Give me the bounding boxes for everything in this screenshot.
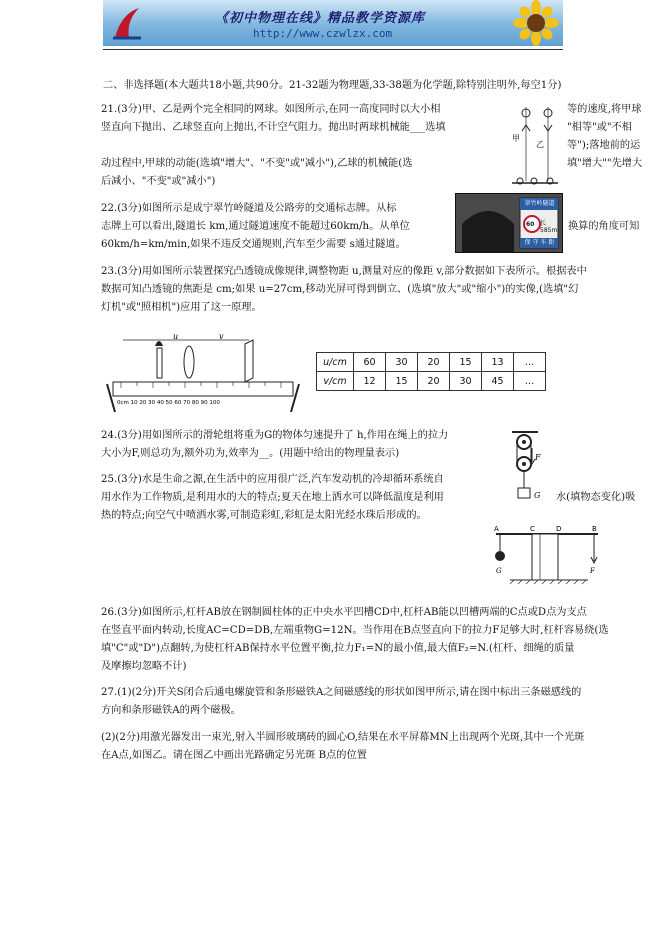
table-cell: 20	[418, 372, 450, 391]
q21-right-3: 等");落地前的运	[567, 140, 641, 151]
table-cell: 12	[354, 372, 386, 391]
table-cell: 60	[354, 353, 386, 372]
q21-right-4: 填"增大""先增大	[567, 158, 643, 169]
q23-line-2: 数据可知凸透镜的焦距是 cm;如果 u=27cm,移动光屏可得到倒立、(选填"放大"或"缩小")的实像,(选填"幻	[101, 284, 579, 295]
lever-label-f: F	[590, 567, 595, 575]
q22-tunnel-photo	[455, 193, 563, 253]
table-cell: 45	[482, 372, 514, 391]
sign-speed-limit: 60	[526, 221, 535, 228]
banner-url: http://www.czwlzx.com	[253, 27, 393, 40]
q26-line-4: 及摩擦均忽略不计)	[101, 661, 187, 672]
table-cell: 30	[386, 353, 418, 372]
lever-label-b: B	[592, 525, 597, 533]
q23-line-3: 灯机"或"照相机")应用了这一原理。	[101, 302, 262, 313]
q21-right-2: "相等"或"不相	[567, 122, 632, 133]
section-header: 二、非选择题(本大题共18小题,共90分。21-32题为物理题,33-38题为化学题,除特别注明外,每空1分)	[103, 80, 562, 91]
q24-line-2: 大小为F,则总功为,额外功为,效率为__。(用题中给出的物理量表示)	[101, 448, 400, 459]
bench-label-u: u	[173, 334, 179, 341]
q21-line-2: 竖直向下抛出、乙球竖直向上抛出,不计空气阻力。抛出时两球机械能___选填	[101, 122, 446, 133]
table-row	[317, 353, 546, 372]
lever-label-a: A	[494, 525, 499, 533]
q21-line-1: 21.(3分)甲、乙是两个完全相同的网球。如图所示,在同一高度同时以大小相	[101, 104, 441, 115]
sign-length: 长585m	[540, 220, 558, 234]
pulley-label-f: F	[535, 453, 541, 462]
q25-line-1: 25.(3分)水是生命之源,在生活中的应用很广泛,汽车发动机的冷却循环系统自	[101, 474, 444, 485]
table-cell: 20	[418, 353, 450, 372]
bench-scale: 0cm 10 20 30 40 50 60 70 80 90 100	[117, 400, 220, 406]
q22-line-1: 22.(3分)如图所示是成宁翠竹岭隧道及公路旁的交通标志牌。从标	[101, 203, 397, 214]
q27-line-1: 27.(1)(2分)开关S闭合后通电螺旋管和条形磁铁A之间磁感线的形状如图甲所示,请在图中标出三条磁感线的	[101, 687, 582, 698]
q26-line-2: 在竖直平面内转动,长度AC=CD=DB,左端重物G=12N。当作用在B点竖直向下的拉力F足够大时,杠杆容易绕(选	[101, 625, 609, 636]
q27-line-2: 方向和条形磁铁A的两个磁极。	[101, 705, 241, 716]
banner-title: 《初中物理在线》精品教学资源库	[215, 11, 426, 26]
q27b-line-2: 在A点,如图乙。请在图乙中画出光路确定另光斑 B点的位置	[101, 750, 367, 761]
q21-line-3: 动过程中,甲球的动能(选填"增大"、"不变"或"减小"),乙球的机械能(选	[101, 158, 413, 169]
q26-line-1: 26.(3分)如图所示,杠杆AB放在钢制圆柱体的正中央水平凹槽CD中,杠杆AB能以凹槽两端的C点或D点为支点	[101, 607, 587, 618]
q23-line-1: 23.(3分)用如图所示装置探究凸透镜成像规律,调整物距 u,测量对应的像距 v,部分数据如下表所示。根据表中	[101, 266, 587, 277]
q24-pulley-figure	[508, 430, 548, 502]
q25-line-3: 热的特点;向空气中喷洒水雾,可制造彩虹,彩虹是太阳光经水珠后形成的。	[101, 510, 427, 521]
lever-label-g: G	[496, 567, 502, 575]
table-cell: …	[514, 372, 546, 391]
table-cell: 13	[482, 353, 514, 372]
q22-right-text: 换算的角度可知	[568, 221, 640, 232]
header-banner	[103, 0, 563, 46]
q23-optical-bench	[101, 334, 306, 414]
q24-line-1: 24.(3分)用如图所示的滑轮组将重为G的物体匀速提升了 h,作用在绳上的拉力	[101, 430, 449, 441]
q22-line-3: 60km/h=km/min,如果不违反交通规则,汽车至少需要 s通过隧道。	[101, 239, 406, 250]
table-row	[317, 372, 546, 391]
table-cell: …	[514, 353, 546, 372]
q22-line-2: 志牌上可以看出,隧道长 km,通过隧道速度不能超过60km/h。从单位	[101, 221, 410, 232]
table-cell: 15	[450, 353, 482, 372]
fig-label-jia: 甲	[512, 134, 520, 143]
q23-data-table	[316, 352, 546, 391]
table-head-v: v/cm	[317, 372, 354, 391]
lever-label-c: C	[530, 525, 535, 533]
q21-line-4: 后减小、"不变"或"减小")	[101, 176, 216, 187]
table-cell: 15	[386, 372, 418, 391]
q25-right-text: 水(填物态变化)吸	[556, 492, 636, 503]
table-head-u: u/cm	[317, 353, 354, 372]
bench-label-v: v	[219, 334, 224, 341]
q26-lever-figure	[490, 523, 608, 587]
sign-bottom: 保 守 车 距	[524, 239, 555, 246]
pulley-label-g: G	[534, 491, 541, 500]
header-rule	[103, 49, 563, 50]
q21-right-1: 等的速度,将甲球	[567, 104, 642, 115]
lever-label-d: D	[556, 525, 562, 533]
sunflower-icon	[511, 0, 561, 46]
table-cell: 30	[450, 372, 482, 391]
q26-line-3: 填"C"或"D")点翻转,为使杠杆AB保持水平位置平衡,拉力F₁=N的最小值,最大值F₂=N.(杠杆、细绳的质量	[101, 643, 575, 654]
logo-icon	[109, 4, 145, 42]
q21-balls-figure	[506, 101, 564, 191]
q27b-line-1: (2)(2分)用激光器发出一束光,射入半圆形玻璃砖的圆心O,结果在水平屏幕MN上出现两个光斑,其中一个光斑	[101, 732, 585, 743]
sign-name: 翠竹岭隧道	[524, 200, 555, 207]
fig-label-yi: 乙	[536, 140, 544, 149]
q25-line-2: 用水作为工作物质,是利用水的大的特点;夏天在地上洒水可以降低温度是利用	[101, 492, 444, 503]
